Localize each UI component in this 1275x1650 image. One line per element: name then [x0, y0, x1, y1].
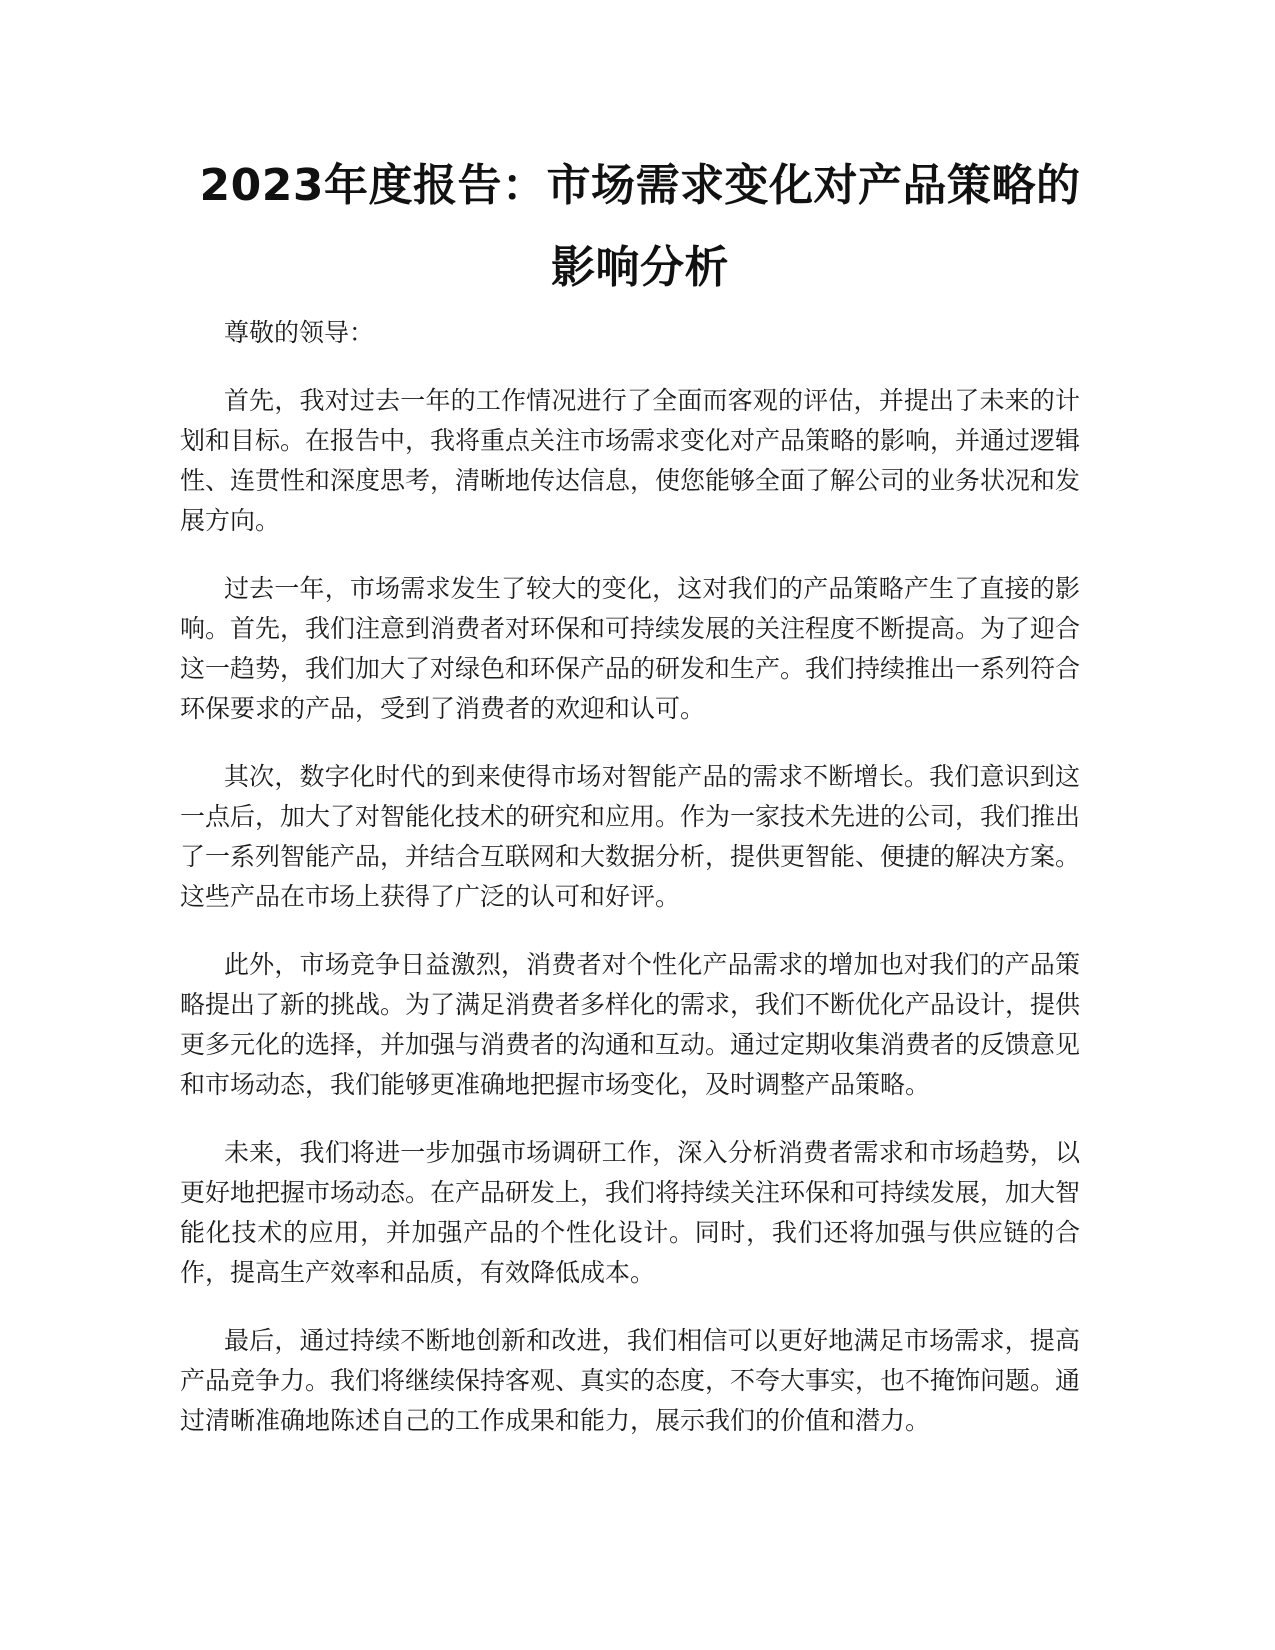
document-title: 2023年度报告：市场需求变化对产品策略的影响分析 — [199, 160, 1081, 293]
paragraph-2: 过去一年，市场需求发生了较大的变化，这对我们的产品策略产生了直接的影响。首先，我们注意到消费者对环保和可持续发展的关注程度不断提高。为了迎合这一趋势，我们加大了对绿色和环保产品的研发和生产。我们持续推出一系列符合环保要求的产品，受到了消费者的欢迎和认可。 — [180, 574, 1081, 723]
paragraph-1: 首先，我对过去一年的工作情况进行了全面而客观的评估，并提出了未来的计划和目标。在报告中，我将重点关注市场需求变化对产品策略的影响，并通过逻辑性、连贯性和深度思考，清晰地传达信息，使您能够全面了解公司的业务状况和发展方向。 — [180, 386, 1081, 535]
paragraph-4: 此外，市场竞争日益激烈，消费者对个性化产品需求的增加也对我们的产品策略提出了新的挑战。为了满足消费者多样化的需求，我们不断优化产品设计，提供更多元化的选择，并加强与消费者的沟通和互动。通过定期收集消费者的反馈意见和市场动态，我们能够更准确地把握市场变化，及时调整产品策略。 — [180, 950, 1081, 1099]
paragraph-6: 最后，通过持续不断地创新和改进，我们相信可以更好地满足市场需求，提高产品竞争力。我们将继续保持客观、真实的态度，不夸大事实，也不掩饰问题。通过清晰准确地陈述自己的工作成果和能力，展示我们的价值和潜力。 — [180, 1326, 1081, 1435]
salutation: 尊敬的领导： — [224, 318, 375, 347]
document-body — [180, 313, 1080, 1469]
paragraph-3: 其次，数字化时代的到来使得市场对智能产品的需求不断增长。我们意识到这一点后，加大了对智能化技术的研究和应用。作为一家技术先进的公司，我们推出了一系列智能产品，并结合互联网和大数据分析，提供更智能、便捷的解决方案。这些产品在市场上获得了广泛的认可和好评。 — [180, 762, 1081, 911]
paragraph-5: 未来，我们将进一步加强市场调研工作，深入分析消费者需求和市场趋势，以更好地把握市场动态。在产品研发上，我们将持续关注环保和可持续发展，加大智能化技术的应用，并加强产品的个性化设计。同时，我们还将加强与供应链的合作，提高生产效率和品质，有效降低成本。 — [180, 1138, 1081, 1287]
